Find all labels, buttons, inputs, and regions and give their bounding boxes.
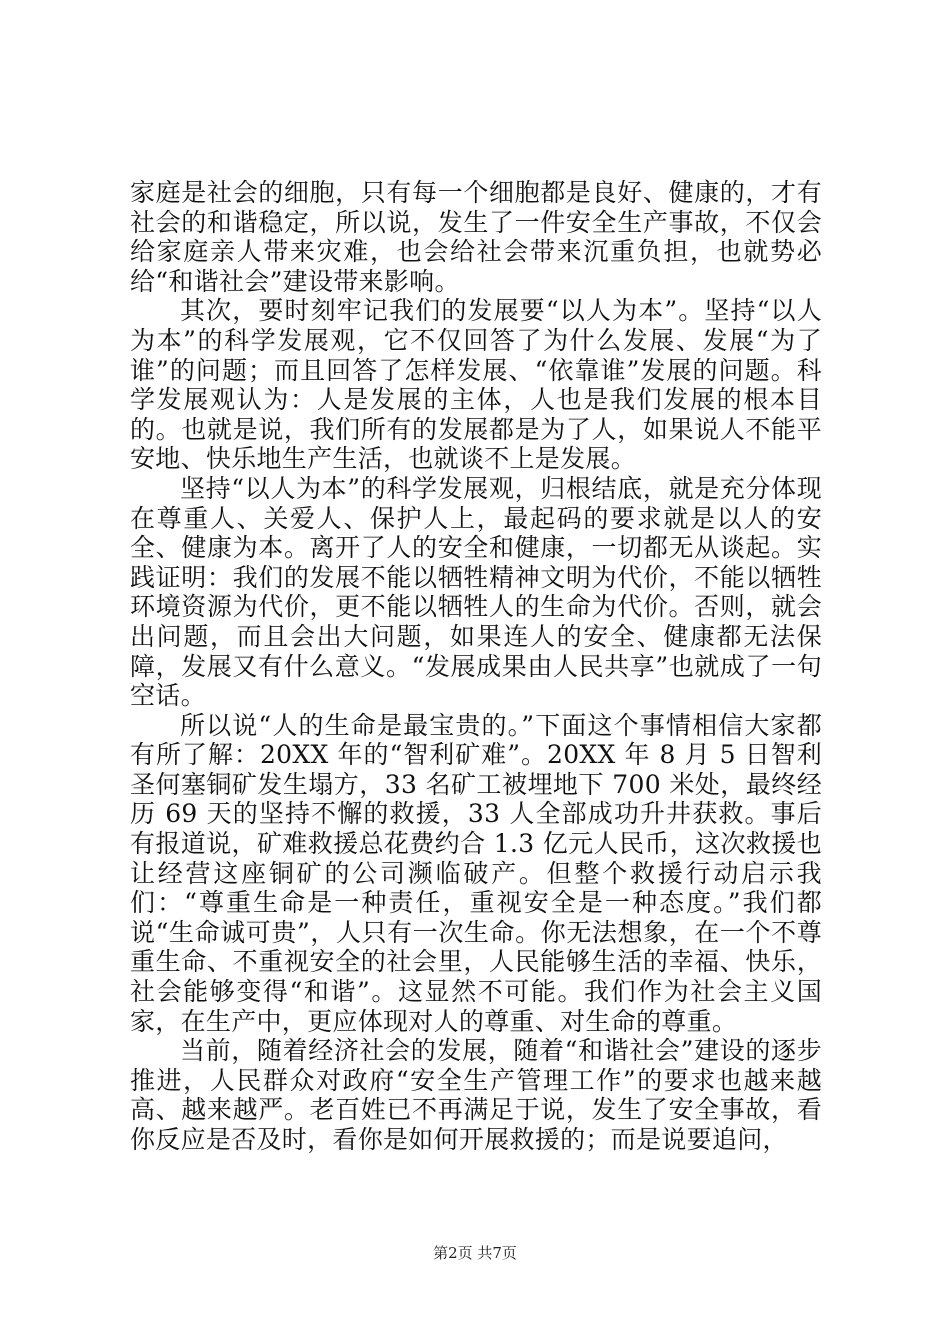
- paragraph-5: 当前，随着经济社会的发展，随着“和谐社会”建设的逐步推进，人民群众对政府“安全生产管理工作”的要求也越来越高、越来越严。老百姓已不再满足于说，发生了安全事故，看你反应是否及时，看你是如何开展救援的；而是说要追问，: [130, 1036, 822, 1154]
- document-body: [130, 178, 822, 1155]
- paragraph-4: 所以说“人的生命是最宝贵的。”下面这个事情相信大家都有所了解：20XX 年的“智利矿难”。20XX 年 8 月 5 日智利圣何塞铜矿发生塌方，33 名矿工被埋地下 700 米处，最终经历 69 天的坚持不懈的救援，33 人全部成功升井获救。事后有报道说，矿难救援总花费约合 1.3 亿元人民币，这次救援也让经营这座铜矿的公司濒临破产。但整个救援行动启示我们：“尊重生命是一种责任，重视安全是一种态度。”我们都说“生命诚可贵”，人只有一次生命。你无法想象，在一个不尊重生命、不重视安全的社会里，人民能够生活的幸福、快乐，社会能够变得“和谐”。这显然不可能。我们作为社会主义国家，在生产中，更应体现对人的尊重、对生命的尊重。: [130, 710, 822, 1036]
- paragraph-2: 其次，要时刻牢记我们的发展要“以人为本”。坚持“以人为本”的科学发展观，它不仅回答了为什么发展、发展“为了谁”的问题；而且回答了怎样发展、“依靠谁”发展的问题。科学发展观认为：人是发展的主体，人也是我们发展的根本目的。也就是说，我们所有的发展都是为了人，如果说人不能平安地、快乐地生产生活，也就谈不上是发展。: [130, 296, 822, 474]
- paragraph-3: 坚持“以人为本”的科学发展观，归根结底，就是充分体现在尊重人、关爱人、保护人上，最起码的要求就是以人的安全、健康为本。离开了人的安全和健康，一切都无从谈起。实践证明：我们的发展不能以牺牲精神文明为代价，不能以牺牲环境资源为代价，更不能以牺牲人的生命为代价。否则，就会出问题，而且会出大问题，如果连人的安全、健康都无法保障，发展又有什么意义。“发展成果由人民共享”也就成了一句空话。: [130, 473, 822, 711]
- paragraph-1: 家庭是社会的细胞，只有每一个细胞都是良好、健康的，才有社会的和谐稳定，所以说，发生了一件安全生产事故，不仅会给家庭亲人带来灾难，也会给社会带来沉重负担，也就势必给“和谐社会”建设带来影响。: [130, 178, 822, 296]
- page-footer: 第2页 共7页: [433, 1244, 517, 1262]
